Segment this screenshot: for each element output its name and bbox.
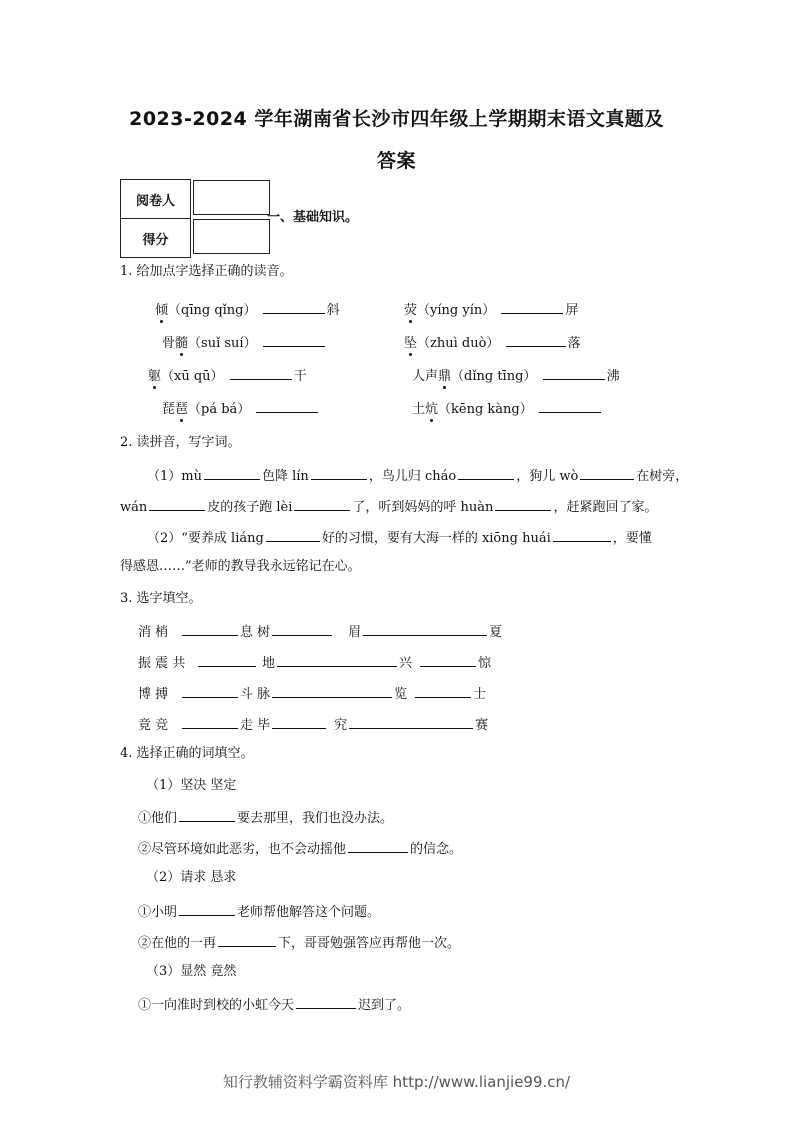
reviewer-label: 阅卷人: [121, 180, 191, 219]
q4-text: 下，哥哥勉强答应再帮他一次。: [278, 936, 461, 951]
q3-text: 赛: [475, 718, 489, 733]
q3-text: 兴: [399, 656, 413, 671]
q3-text: 览: [394, 687, 408, 702]
q1-item: [404, 300, 578, 319]
answer-blank[interactable]: [553, 528, 611, 542]
q4-text: 迟到了。: [358, 998, 411, 1013]
q4-text: ①一向准时到校的小虹今天: [138, 998, 295, 1013]
q2-paragraph-2-line-2: 得感恩……”老师的教导我永远铭记在心。: [120, 559, 361, 574]
q2-text: ，要懂: [612, 531, 652, 546]
answer-blank[interactable]: [263, 300, 325, 314]
q1-options: （xū qū）: [161, 369, 224, 384]
answer-blank[interactable]: [543, 366, 605, 380]
dotted-char: 鼎: [438, 369, 452, 384]
q1-item: [155, 300, 340, 319]
q1-after: 沸: [606, 369, 620, 384]
q1-options: （qīng qǐng）: [168, 303, 257, 318]
page-title-continued: 答案: [376, 150, 416, 172]
q2-text: wán: [120, 500, 148, 515]
score-label: 得分: [121, 219, 191, 258]
answer-blank[interactable]: [179, 808, 235, 822]
q2-text: ，鸟儿归 cháo: [368, 469, 457, 484]
q2-paragraph-1-line-1: [147, 466, 688, 485]
dotted-char: 躯: [148, 369, 162, 384]
answer-blank[interactable]: [580, 466, 634, 480]
q3-text: 地: [262, 656, 276, 671]
answer-blank[interactable]: [349, 715, 473, 729]
answer-blank[interactable]: [458, 466, 514, 480]
q1-item: [162, 333, 327, 352]
q1-item: [162, 399, 320, 418]
q1-pre: 土: [412, 402, 426, 417]
answer-blank[interactable]: [277, 653, 397, 667]
q1-pre: 骨: [162, 336, 176, 351]
q3-choices: 振 震 共: [138, 656, 186, 671]
dotted-char: 荧: [404, 303, 418, 318]
q4-text: ②尽管环境如此恶劣，也不会动摇他: [138, 842, 347, 857]
answer-blank[interactable]: [363, 622, 487, 636]
q3-text: 夏: [489, 625, 503, 640]
q1-item: [148, 366, 307, 385]
answer-blank[interactable]: [263, 333, 325, 347]
q3-text: 斗 脉: [240, 687, 271, 702]
score-table: [120, 179, 273, 258]
answer-blank[interactable]: [256, 399, 318, 413]
answer-blank[interactable]: [266, 528, 320, 542]
q4-group-2-label: （2）请求 恳求: [146, 870, 237, 885]
q4-sentence: [138, 902, 380, 921]
answer-blank[interactable]: [272, 622, 332, 636]
question-4-prompt: 4. 选择正确的词填空。: [120, 746, 254, 761]
answer-blank[interactable]: [272, 684, 392, 698]
answer-blank[interactable]: [415, 684, 471, 698]
q4-text: ②在他的一再: [138, 936, 217, 951]
q1-after: 斜: [326, 303, 340, 318]
q4-text: 的信念。: [410, 842, 463, 857]
question-3-prompt: 3. 选字填空。: [120, 591, 202, 606]
dotted-char: 髓: [175, 336, 189, 351]
q4-text: ①小明: [138, 905, 178, 920]
answer-blank[interactable]: [204, 466, 260, 480]
q3-text: 眉: [348, 625, 362, 640]
q2-text: ，狗儿 wò: [516, 469, 579, 484]
q2-text: 色降 lín: [261, 469, 309, 484]
answer-blank[interactable]: [272, 715, 326, 729]
q2-paragraph-1-line-2: [120, 497, 657, 516]
q4-sentence: [138, 995, 410, 1014]
answer-blank[interactable]: [182, 715, 238, 729]
question-2-prompt: 2. 读拼音，写字词。: [120, 435, 241, 450]
q1-options: （suǐ suí）: [188, 336, 257, 351]
answer-blank[interactable]: [501, 300, 563, 314]
answer-blank[interactable]: [348, 839, 408, 853]
answer-blank[interactable]: [230, 366, 292, 380]
q1-after: 干: [293, 369, 307, 384]
q1-options: （yíng yín）: [417, 303, 496, 318]
answer-blank[interactable]: [149, 497, 205, 511]
q3-text: 士: [473, 687, 487, 702]
answer-blank[interactable]: [506, 333, 566, 347]
q1-options: （kēng kàng）: [438, 402, 533, 417]
q3-choices: 博 搏: [138, 687, 169, 702]
dotted-char: 炕: [425, 402, 439, 417]
q3-row: [138, 684, 486, 703]
q3-text: 息 树: [240, 625, 271, 640]
q3-row: [138, 715, 488, 734]
q2-text: （1）mù: [147, 469, 202, 484]
dotted-char: 坠: [404, 336, 418, 351]
answer-blank[interactable]: [179, 902, 235, 916]
q1-options: （zhuì duò）: [417, 336, 500, 351]
q3-text: 走 毕: [240, 718, 271, 733]
q3-row: [138, 653, 491, 672]
dotted-char: 倾: [155, 303, 169, 318]
q4-text: 要去那里，我们也没办法。: [237, 811, 394, 826]
answer-blank[interactable]: [218, 933, 276, 947]
answer-blank[interactable]: [311, 466, 367, 480]
q4-text: ①他们: [138, 811, 178, 826]
q1-pre: 琵: [162, 402, 176, 417]
q2-text: ，赶紧跑回了家。: [553, 500, 658, 515]
q1-item: [404, 333, 581, 352]
q3-choices: 消 梢: [138, 625, 169, 640]
q3-text: 惊: [478, 656, 492, 671]
q1-item: [412, 366, 620, 385]
answer-blank[interactable]: [420, 653, 476, 667]
answer-blank[interactable]: [294, 497, 350, 511]
answer-blank[interactable]: [539, 399, 601, 413]
answer-blank[interactable]: [296, 995, 356, 1009]
q2-paragraph-2-line-1: [147, 528, 652, 547]
question-1-prompt: 1. 给加点字选择正确的读音。: [120, 264, 293, 279]
q1-after: 屏: [565, 303, 579, 318]
q1-pre: 人声: [412, 369, 439, 384]
q1-item: [412, 399, 603, 418]
q2-text: （2）“要养成 liáng: [147, 531, 264, 546]
q4-sentence: [138, 808, 393, 827]
q1-options: （dǐng tīng）: [451, 369, 537, 384]
q4-sentence: [138, 839, 462, 858]
dotted-char: 琶: [175, 402, 189, 417]
answer-blank[interactable]: [198, 653, 256, 667]
page-title: 2023-2024 学年湖南省长沙市四年级上学期期末语文真题及: [129, 108, 664, 130]
q4-group-3-label: （3）显然 竟然: [146, 964, 237, 979]
q2-text: 好的习惯，要有大海一样的 xiōng huái: [321, 531, 551, 546]
score-cell[interactable]: [193, 219, 270, 254]
q1-options: （pá bá）: [188, 402, 251, 417]
q3-row: [138, 622, 502, 641]
answer-blank[interactable]: [495, 497, 551, 511]
answer-blank[interactable]: [182, 684, 238, 698]
q4-text: 老师帮他解答这个问题。: [237, 905, 381, 920]
answer-blank[interactable]: [182, 622, 238, 636]
reviewer-cell[interactable]: [193, 180, 270, 215]
footer-source-link[interactable]: 知行教辅资料学霸资料库 http://www.lianjie99.cn/: [222, 1073, 571, 1091]
q4-sentence: [138, 933, 460, 952]
q3-text: 究: [334, 718, 348, 733]
q2-text: 了，听到妈妈的呼 huàn: [352, 500, 494, 515]
q2-text: 在树旁，: [636, 469, 689, 484]
section-heading: 一、基础知识。: [267, 210, 359, 225]
q2-text: 皮的孩子跑 lèi: [207, 500, 293, 515]
q1-after: 落: [567, 336, 581, 351]
q3-choices: 竟 竞: [138, 718, 169, 733]
q4-group-1-label: （1）坚决 坚定: [146, 778, 237, 793]
